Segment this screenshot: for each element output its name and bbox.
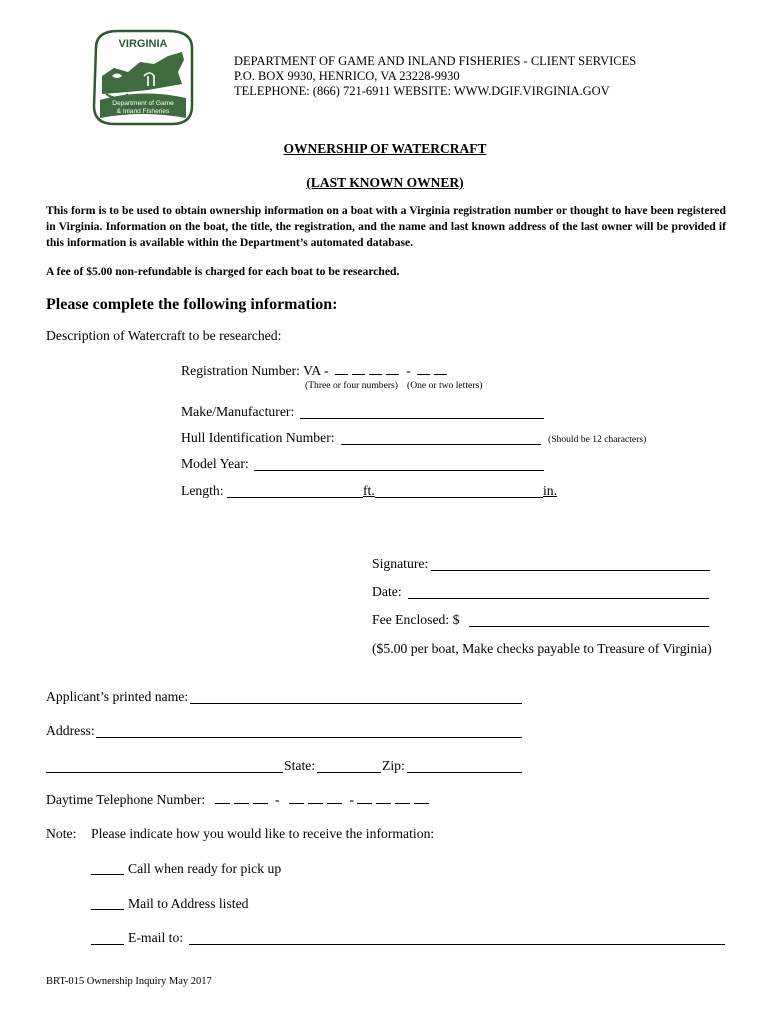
city-input[interactable] — [46, 772, 283, 773]
signature-label: Signature: — [372, 556, 429, 571]
zip-input[interactable] — [407, 772, 522, 773]
phone-prefix-input[interactable] — [289, 792, 346, 807]
phone-line-input[interactable] — [357, 792, 433, 807]
option-email-label: E-mail to: — [128, 930, 184, 945]
length-label: Length: — [181, 483, 224, 498]
applicant-name-label: Applicant’s printed name: — [46, 689, 189, 704]
registration-dash: - — [406, 363, 411, 378]
section-heading: Please complete the following information: — [46, 296, 338, 313]
length-in-unit: in. — [543, 483, 558, 498]
phone-label: Daytime Telephone Number: — [46, 792, 206, 807]
model-year-input[interactable] — [254, 470, 544, 471]
signature-input[interactable] — [431, 570, 710, 571]
zip-label: Zip: — [382, 758, 405, 773]
intro-paragraph: This form is to be used to obtain ownership information on a boat with a Virginia registration number or thought to have been registered in Virginia. Information on the boat, the title, the registration, and the name and last known address of the last owner will be provided if this information is available within the Department’s automated database. — [46, 204, 726, 249]
note-text: Please indicate how you would like to receive the information: — [91, 826, 435, 841]
option-mail-label: Mail to Address listed — [128, 896, 249, 911]
phone-row — [46, 792, 433, 808]
note-label: Note: — [46, 826, 77, 841]
registration-hint-letters: (One or two letters) — [407, 380, 483, 391]
header-line-1: DEPARTMENT OF GAME AND INLAND FISHERIES - CLIENT SERVICES — [234, 54, 637, 68]
date-label: Date: — [372, 584, 402, 599]
phone-area-input[interactable] — [215, 792, 272, 807]
option-call-label: Call when ready for pick up — [128, 861, 282, 876]
length-ft-input[interactable] — [227, 497, 363, 498]
header-line-2: P.O. BOX 9930, HENRICO, VA 23228-9930 — [234, 69, 460, 83]
registration-row — [181, 363, 451, 379]
form-title: OWNERSHIP OF WATERCRAFT — [283, 141, 487, 156]
email-input[interactable] — [189, 944, 725, 945]
form-subtitle: (LAST KNOWN OWNER) — [306, 175, 464, 190]
fee-enclosed-input[interactable] — [469, 626, 709, 627]
model-year-label: Model Year: — [181, 456, 249, 471]
length-ft-unit: ft. — [363, 483, 375, 498]
make-label: Make/Manufacturer: — [181, 404, 295, 419]
applicant-name-input[interactable] — [190, 703, 522, 704]
address-label: Address: — [46, 723, 95, 738]
registration-label: Registration Number: VA - — [181, 363, 329, 378]
option-call-checkbox[interactable] — [91, 874, 124, 875]
length-in-input[interactable] — [375, 497, 543, 498]
description-label: Description of Watercraft to be researched: — [46, 328, 282, 343]
dgif-logo — [88, 28, 198, 128]
state-label: State: — [284, 758, 316, 773]
option-email-checkbox[interactable] — [91, 944, 124, 945]
registration-number-input[interactable] — [335, 363, 403, 378]
header-line-3: TELEPHONE: (866) 721-6911 WEBSITE: WWW.DGIF.VIRGINIA.GOV — [234, 84, 610, 98]
registration-hint-numbers: (Three or four numbers) — [305, 380, 398, 391]
option-mail-checkbox[interactable] — [91, 909, 124, 910]
phone-dash-1: - — [275, 792, 280, 807]
logo-top-text: VIRGINIA — [118, 38, 168, 50]
fee-note: A fee of $5.00 non-refundable is charged for each boat to be researched. — [46, 265, 400, 278]
state-input[interactable] — [317, 772, 381, 773]
hull-id-input[interactable] — [341, 444, 541, 445]
logo-bottom-text-1: Department of Game — [112, 100, 174, 107]
hull-hint: (Should be 12 characters) — [548, 434, 647, 445]
phone-dash-2: - — [349, 792, 355, 807]
address-input[interactable] — [96, 737, 522, 738]
logo-bottom-text-2: & Inland Fisheries — [116, 108, 170, 115]
registration-letters-input[interactable] — [417, 363, 451, 378]
fee-enclosed-label: Fee Enclosed: $ — [372, 612, 460, 627]
date-input[interactable] — [408, 598, 709, 599]
hull-label: Hull Identification Number: — [181, 430, 335, 445]
fee-payment-note: ($5.00 per boat, Make checks payable to Treasure of Virginia) — [372, 641, 712, 656]
make-input[interactable] — [300, 418, 544, 419]
form-footer: BRT-015 Ownership Inquiry May 2017 — [46, 976, 212, 987]
